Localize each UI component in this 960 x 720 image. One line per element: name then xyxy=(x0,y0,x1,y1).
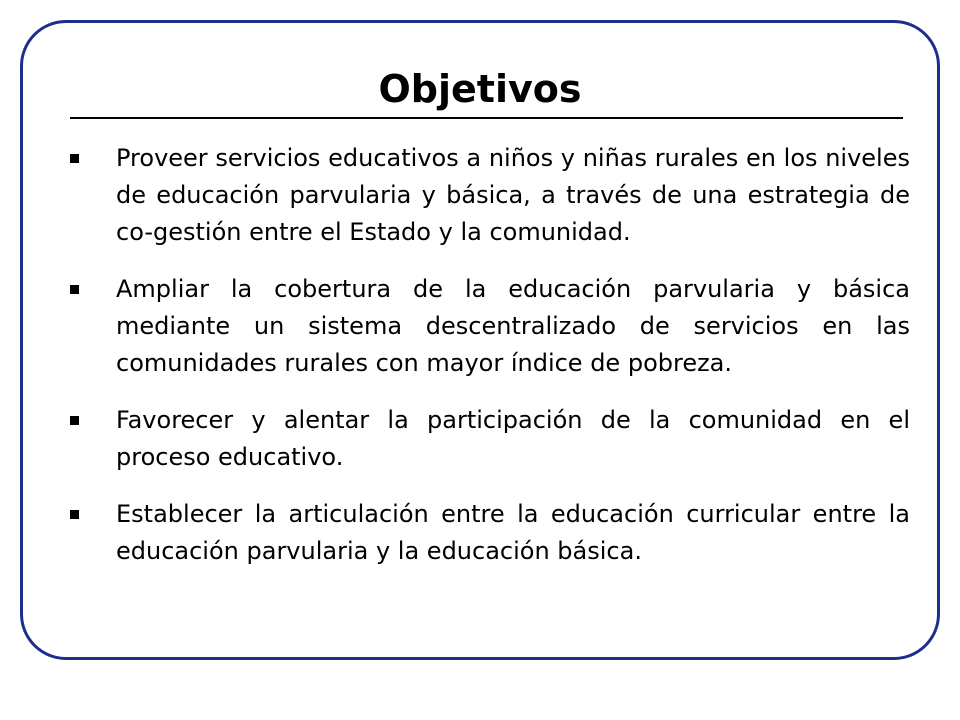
bullet-item xyxy=(62,496,910,570)
bullet-text: Establecer la articulación entre la educación curricular entre la educación parvularia y la educación básica. xyxy=(116,500,910,565)
bullet-item xyxy=(62,271,910,382)
square-bullet-icon xyxy=(70,285,79,294)
bullet-item xyxy=(62,402,910,476)
bullet-list xyxy=(62,140,910,590)
square-bullet-icon xyxy=(70,154,79,163)
bullet-text: Ampliar la cobertura de la educación parvularia y básica mediante un sistema descentralizado de servicios en las comunidades rurales con mayor índice de pobreza. xyxy=(116,275,910,377)
slide-title: Objetivos xyxy=(378,67,582,111)
square-bullet-icon xyxy=(70,416,79,425)
title-underline xyxy=(70,117,903,119)
square-bullet-icon xyxy=(70,510,79,519)
bullet-text: Proveer servicios educativos a niños y niñas rurales en los niveles de educación parvularia y básica, a través de una estrategia de co-gestión entre el Estado y la comunidad. xyxy=(116,144,910,246)
bullet-text: Favorecer y alentar la participación de la comunidad en el proceso educativo. xyxy=(116,406,910,471)
bullet-item xyxy=(62,140,910,251)
